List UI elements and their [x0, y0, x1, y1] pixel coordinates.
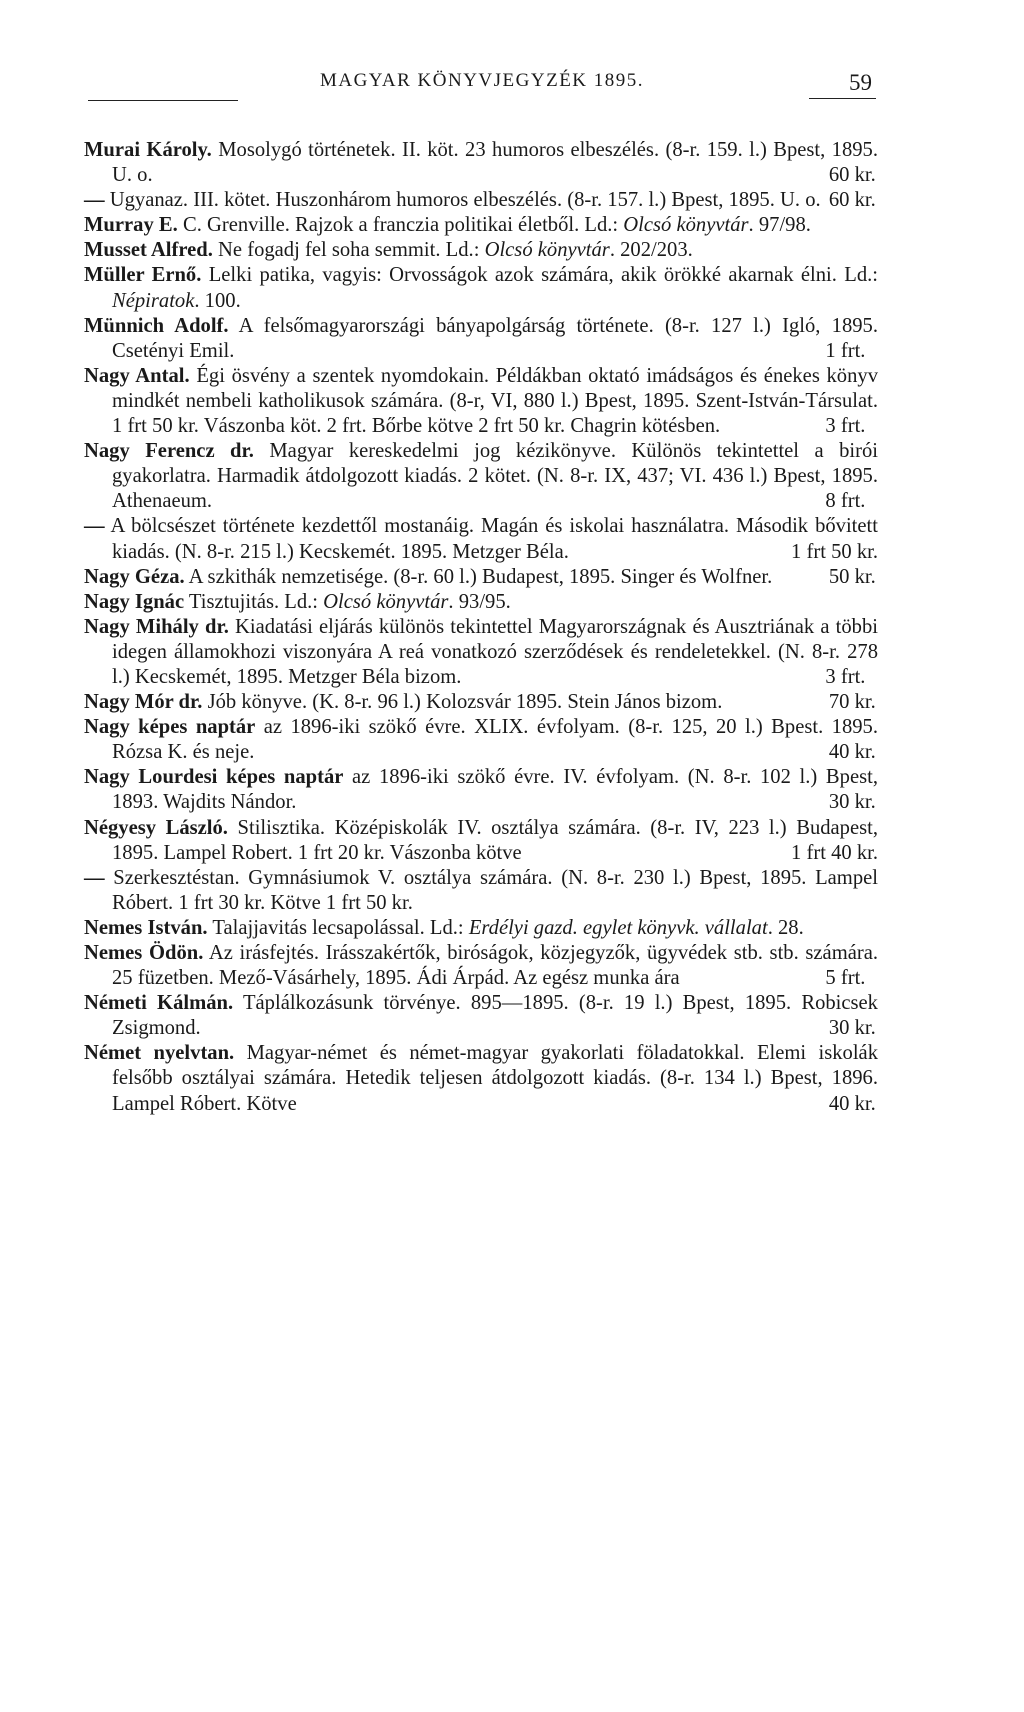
entry [84, 439, 878, 514]
entry-text: az 1896-iki szökő évre. XLIX. évfolyam. (8-r. 125, 20 l.) Bpest. 1895. Rózsa K. és neje. [112, 716, 878, 764]
entry [84, 314, 878, 364]
entry-text: Ne fogadj fel soha semmit. Ld.: [212, 239, 485, 262]
entry-text-suffix: . 93/95. [448, 590, 511, 613]
entry-text: Az irásfejtés. Irásszakértők, biróságok, közjegyzők, ügyvédek stb. stb. számára. 25 füzetben. Mező-Vásárhely, 1895. Ádi Árpád. Az egész munka ára [112, 942, 878, 990]
entry [84, 715, 878, 765]
entry-text: C. Grenville. Rajzok a franczia politikai életből. Ld.: [177, 214, 624, 237]
header-title: MAGYAR KÖNYVJEGYZÉK 1895. [319, 70, 645, 91]
entry-text-suffix: . 100. [194, 289, 241, 312]
entry-name: Müller Ernő. [84, 264, 202, 287]
entry [84, 213, 878, 238]
entry-text: Mosolygó történetek. II. köt. 23 humoros elbeszélés. (8-r. 159. l.) Bpest, 1895. U. o. [112, 139, 878, 187]
entry [84, 615, 878, 690]
entry-text: Talajjavitás lecsapolással. Ld.: [207, 916, 469, 939]
entry [84, 138, 878, 188]
entry-name: Nagy Lourdesi képes naptár [84, 766, 344, 789]
entry-name: — [84, 866, 105, 889]
entry [84, 991, 878, 1041]
entry [84, 514, 878, 564]
entry-text: A felsőmagyarországi bányapolgárság története. (8-r. 127 l.) Igló, 1895. Csetényi Emil. [112, 314, 879, 362]
entry-reference: Olcsó könyvtár [323, 590, 449, 613]
entry [84, 590, 878, 615]
entry-text: Stilisztika. Középiskolák IV. osztálya számára. (8-r. IV, 223 l.) Budapest, 1895. Lampel Robert. 1 frt 20 kr. Vászonba kötve [112, 816, 879, 864]
entry-reference: Olcsó könyvtár [484, 239, 610, 262]
entry-name: Nagy képes naptár [84, 716, 256, 739]
entry-price: 40 kr. [828, 741, 876, 764]
entry-name: Németi Kálmán. [84, 992, 234, 1015]
entry-name: Nagy Ferencz dr. [84, 440, 254, 463]
entry [84, 238, 878, 263]
entry-reference: Erdélyi gazd. egylet könyvk. vállalat [468, 916, 768, 939]
entry-name: Murai Károly. [84, 139, 212, 161]
entry-text: az 1896-iki szökő évre. IV. évfolyam. (N. 8-r. 102 l.) Bpest, 1893. Wajdits Nándor. [112, 766, 878, 814]
entry-price: 60 kr. [828, 164, 876, 187]
entry-price: 30 kr. [828, 1017, 876, 1040]
entry-text-suffix: . 28. [767, 916, 804, 939]
entry [84, 765, 878, 815]
entry-price: 50 kr. [828, 565, 876, 588]
entry-name: Német nyelvtan. [84, 1042, 235, 1065]
entry-text-suffix: . 202/203. [609, 239, 693, 262]
entry-text: Égi ösvény a szentek nyomdokain. Példákban oktató imádságos és énekes könyv mindkét nembeli katholikusok számára. (8-r, VI, 880 l.) Bpest, 1895. Szent-István-Társulat. 1 frt 50 kr. Vászonba köt. 2 frt. Bőrbe kötve 2 frt 50 kr. Chagrin kötésben. [112, 364, 878, 438]
entry-text: A szkithák nemzetisége. (8-r. 60 l.) Budapest, 1895. Singer és Wolfner. [184, 565, 773, 588]
entry-price: 5 frt. [825, 967, 866, 990]
entry [84, 565, 878, 590]
entry [84, 816, 878, 866]
entry-text-suffix: . 97/98. [748, 214, 811, 237]
entry-reference: Olcsó könyvtár [623, 214, 749, 237]
entry [84, 941, 878, 991]
entry-name: Murray E. [84, 214, 178, 237]
entry-price: 60 kr. [828, 189, 876, 212]
entry-name: Münnich Adolf. [84, 314, 229, 337]
entry-price: 30 kr. [828, 791, 876, 814]
entry-text: Ugyanaz. III. kötet. Huszonhárom humoros elbeszélés. (8-r. 157. l.) Bpest, 1895. U. o. [104, 189, 821, 212]
entry-text: Magyar kereskedelmi jog kézikönyve. Különös tekintettel a birói gyakorlatra. Harmadik átdolgozott kiadás. 2 kötet. (N. 8-r. IX, 437; VI. 436 l.) Bpest, 1895. Athenaeum. [112, 440, 878, 513]
entry-price: 40 kr. [828, 1092, 876, 1115]
entry-name: — [84, 189, 105, 212]
entry-name: Nemes István. [84, 916, 208, 939]
entry-text: Szerkesztéstan. Gymnásiumok V. osztálya számára. (N. 8-r. 230 l.) Bpest, 1895. Lampel Róbert. 1 frt 30 kr. Kötve 1 frt 50 kr. [104, 866, 878, 914]
entry-name: — [84, 515, 105, 538]
entry [84, 1041, 878, 1116]
entry-name: Musset Alfred. [84, 239, 213, 262]
entry-text: Jób könyve. (K. 8-r. 96 l.) Kolozsvár 1895. Stein János bizom. [202, 691, 723, 714]
running-header [88, 62, 876, 108]
entry-price: 3 frt. [825, 415, 866, 438]
entry-name: Négyesy László. [84, 816, 228, 839]
header-rule [88, 100, 238, 101]
entry-reference: Népiratok [112, 289, 195, 312]
entry [84, 866, 878, 916]
entry-name: Nemes Ödön. [84, 942, 204, 964]
entry-price: 1 frt 50 kr. [791, 540, 878, 563]
entry-price: 8 frt. [825, 490, 866, 513]
entry-name: Nagy Mór dr. [84, 691, 203, 714]
entry-name: Nagy Géza. [84, 565, 185, 588]
bibliography-entries [84, 138, 878, 1117]
page-number: 59 [809, 70, 876, 99]
entry-price: 3 frt. [825, 665, 866, 688]
entry [84, 364, 878, 439]
entry [84, 690, 878, 715]
entry-name: Nagy Mihály dr. [84, 615, 229, 638]
entry-text: Magyar-német és német-magyar gyakorlati föladatokkal. Elemi iskolák felsőbb osztályai számára. Hetedik teljesen átdolgozott kiadás. (8-r. 134 l.) Bpest, 1896. Lampel Róbert. Kötve [112, 1042, 878, 1115]
entry-name: Nagy Antal. [84, 364, 190, 387]
entry-price: 1 frt 40 kr. [791, 841, 878, 864]
entry-text: Tisztujitás. Ld.: [184, 590, 324, 613]
entry-name: Nagy Ignác [84, 590, 185, 613]
entry-text: Lelki patika, vagyis: Orvosságok azok számára, akik örökké akarnak élni. Ld.: [201, 264, 879, 287]
entry-price: 1 frt. [825, 339, 866, 362]
entry [84, 263, 878, 313]
entry-text: Táplálkozásunk törvénye. 895—1895. (8-r. 19 l.) Bpest, 1895. Robicsek Zsigmond. [112, 992, 878, 1040]
entry-price: 70 kr. [828, 691, 876, 714]
entry [84, 916, 878, 941]
entry-text: Kiadatási eljárás különös tekintettel Magyarországnak és Ausztriának a többi idegen államokhozi viszonyára A reá vonatkozó szerződések és rendeletekkel. (N. 8-r. 278 l.) Kecskemét, 1895. Metzger Béla bizom. [112, 615, 878, 688]
entry [84, 188, 878, 213]
entry-text: A bölcsészet története kezdettől mostanáig. Magán és iskolai használatra. Második bővitett kiadás. (N. 8-r. 215 l.) Kecskemét. 1895. Metzger Béla. [104, 515, 878, 563]
